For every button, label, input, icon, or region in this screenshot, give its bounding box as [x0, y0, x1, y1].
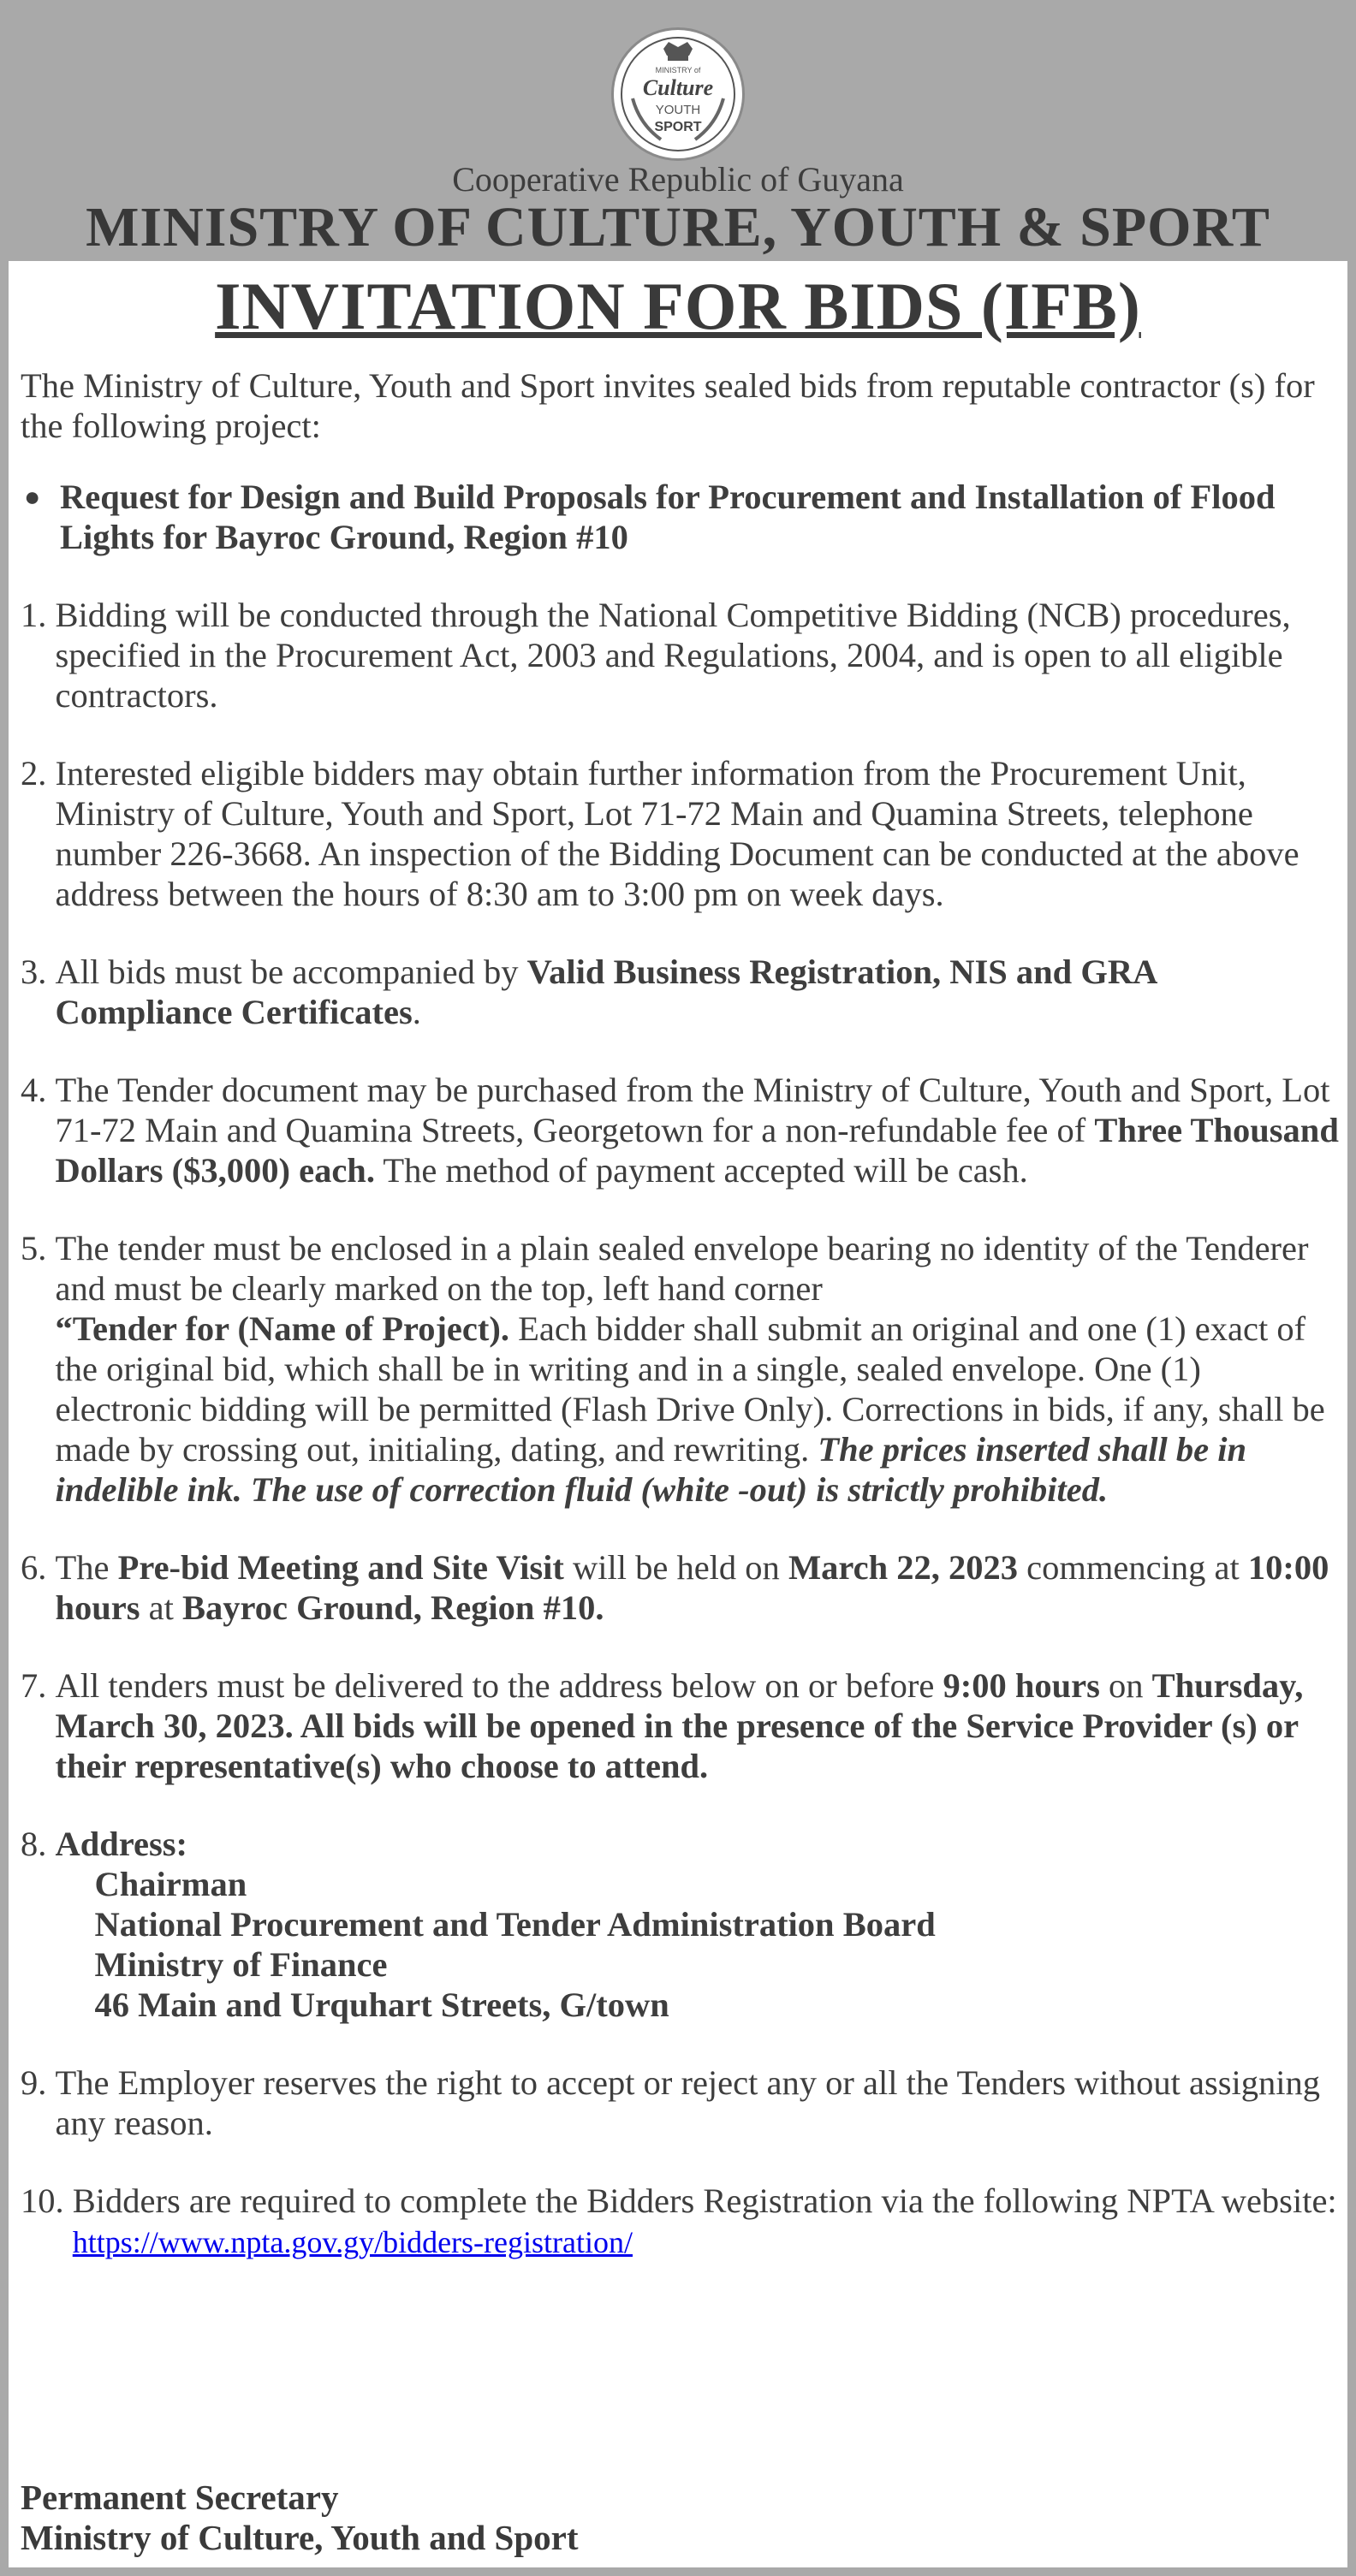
item-text-bold: Three Thousand Dollars ($3,000) each. [55, 1111, 1339, 1190]
item-text [56, 1547, 1340, 1628]
page-title: INVITATION FOR BIDS (IFB) [215, 269, 1141, 343]
item-text-part: The [55, 1548, 118, 1587]
address-line: Ministry of Finance [94, 1945, 388, 1984]
item-text-part: Each bidder shall submit an original and one (1) exact of the original bid, which shall be in writing and in a single, sealed envelope. One (1) electronic bidding will be permitted (Flash Drive Only). Corrections in bids, if any, shall be made by crossing out, initialing, dating, and rewriting. [55, 1309, 1325, 1469]
signature-block [21, 2478, 579, 2558]
item-text-part: will be held on [563, 1548, 788, 1587]
logo-text-top: MINISTRY of [655, 66, 701, 74]
item-number: 4. [21, 1071, 56, 1109]
ministry-logo [611, 27, 745, 161]
item-text-part: commencing at [1018, 1548, 1248, 1587]
item-text-part: The method of payment accepted will be cash. [374, 1151, 1028, 1190]
item-text [73, 2181, 1339, 2263]
item-text [56, 952, 1340, 1032]
item-number: 9. [21, 2063, 56, 2102]
item-text-part: Bidders are required to complete the Bidders Registration via the following NPTA website: [72, 2181, 1337, 2220]
item-text-bold: 9:00 hours [943, 1666, 1100, 1705]
item-number: 6. [21, 1548, 56, 1587]
intro-paragraph: The Ministry of Culture, Youth and Sport invites sealed bids from reputable contractor (s) for the following project: [21, 366, 1315, 445]
item-10 [21, 2181, 1339, 2263]
item-7 [21, 1665, 1339, 1786]
item-number: 2. [21, 754, 56, 792]
item-text-bold-italic: The prices inserted shall be in indelible ink. The use of correction fluid (white -out) is strictly prohibited. [55, 1430, 1246, 1509]
bullet-icon: ● [24, 481, 41, 512]
item-number: 8. [21, 1825, 56, 1863]
item-text-bold: Bayroc Ground, Region #10. [182, 1588, 604, 1627]
item-9 [21, 2063, 1339, 2143]
item-number: 1. [21, 596, 56, 634]
item-text [56, 1824, 1340, 2025]
item-number: 7. [21, 1666, 56, 1705]
address-line: National Procurement and Tender Administration Board [94, 1905, 936, 1944]
address-line: 46 Main and Urquhart Streets, G/town [94, 1985, 669, 2024]
item-5 [21, 1228, 1339, 1510]
item-text-part: All tenders must be delivered to the address below on or before [55, 1666, 943, 1705]
project-bullet [21, 477, 1339, 557]
ministry-name: MINISTRY OF CULTURE, YOUTH & SPORT [86, 196, 1270, 258]
logo-text-sport: SPORT [654, 120, 702, 134]
item-text-bold: March 22, 2023 [788, 1548, 1019, 1587]
item-text-bold: Valid Business Registration, NIS and GRA Compliance Certificates [55, 953, 1157, 1031]
notice-body [9, 261, 1347, 2567]
address-block [95, 1864, 1340, 2025]
item-text-bold: Thursday, March 30, 2023. All bids will be opened in the presence of the Service Provider (s) or their representative(s) who choose to attend. [55, 1666, 1304, 1785]
item-2 [21, 753, 1339, 914]
item-text [56, 1228, 1340, 1510]
item-text [56, 1070, 1340, 1190]
address-label: Address: [55, 1825, 188, 1863]
item-text-bold: “Tender for (Name of Project). [55, 1309, 509, 1348]
item-text-part: All bids must be accompanied by [55, 953, 527, 991]
item-number: 3. [21, 953, 56, 991]
item-text-bold: 10:00 hours [55, 1548, 1329, 1627]
item-text-part: . [412, 993, 421, 1031]
signature-org: Ministry of Culture, Youth and Sport [21, 2518, 579, 2557]
republic-name: Cooperative Republic of Guyana [452, 160, 904, 199]
item-3 [21, 952, 1339, 1032]
item-text [56, 1665, 1340, 1786]
item-text: Bidding will be conducted through the National Competitive Bidding (NCB) procedures, specified in the Procurement Act, 2003 and Regulations, 2004, and is open to all eligible contractors. [55, 596, 1291, 715]
item-text-part: The Tender document may be purchased from the Ministry of Culture, Youth and Sport, Lot 71-72 Main and Quamina Streets, Georgetown for a non-refundable fee of [55, 1071, 1330, 1149]
address-line: Chairman [94, 1865, 247, 1903]
logo-text-main: Culture [642, 75, 714, 100]
item-text-part: The tender must be enclosed in a plain sealed envelope bearing no identity of the Tenderer and must be clearly marked on the top, left hand corner [55, 1229, 1309, 1308]
item-number: 5. [21, 1229, 56, 1267]
item-8 [21, 1824, 1339, 2025]
notice-text [21, 365, 1339, 2263]
logo-emblem-icon [614, 30, 742, 158]
item-4 [21, 1070, 1339, 1190]
npta-registration-link[interactable]: https://www.npta.gov.gy/bidders-registration/ [72, 2225, 633, 2259]
signature-title: Permanent Secretary [21, 2478, 339, 2517]
item-text-bold: Pre-bid Meeting and Site Visit [117, 1548, 564, 1587]
item-1 [21, 595, 1339, 715]
item-text-part: at [140, 1588, 183, 1627]
item-number: 10. [21, 2181, 73, 2220]
item-text-part: on [1099, 1666, 1152, 1705]
header-band [0, 0, 1356, 261]
project-title: Request for Design and Build Proposals for Procurement and Installation of Flood Lights for Bayroc Ground, Region #10 [60, 478, 1276, 556]
item-text: Interested eligible bidders may obtain further information from the Procurement Unit, Ministry of Culture, Youth and Sport, Lot 71-72 Main and Quamina Streets, telephone number 226-3668. An inspection of the Bidding Document can be conducted at the above address between the hours of 8:30 am to 3:00 pm on week days. [55, 754, 1300, 913]
logo-text-youth: YOUTH [655, 103, 701, 117]
item-text: The Employer reserves the right to accept or reject any or all the Tenders without assigning any reason. [55, 2063, 1321, 2142]
item-6 [21, 1547, 1339, 1628]
